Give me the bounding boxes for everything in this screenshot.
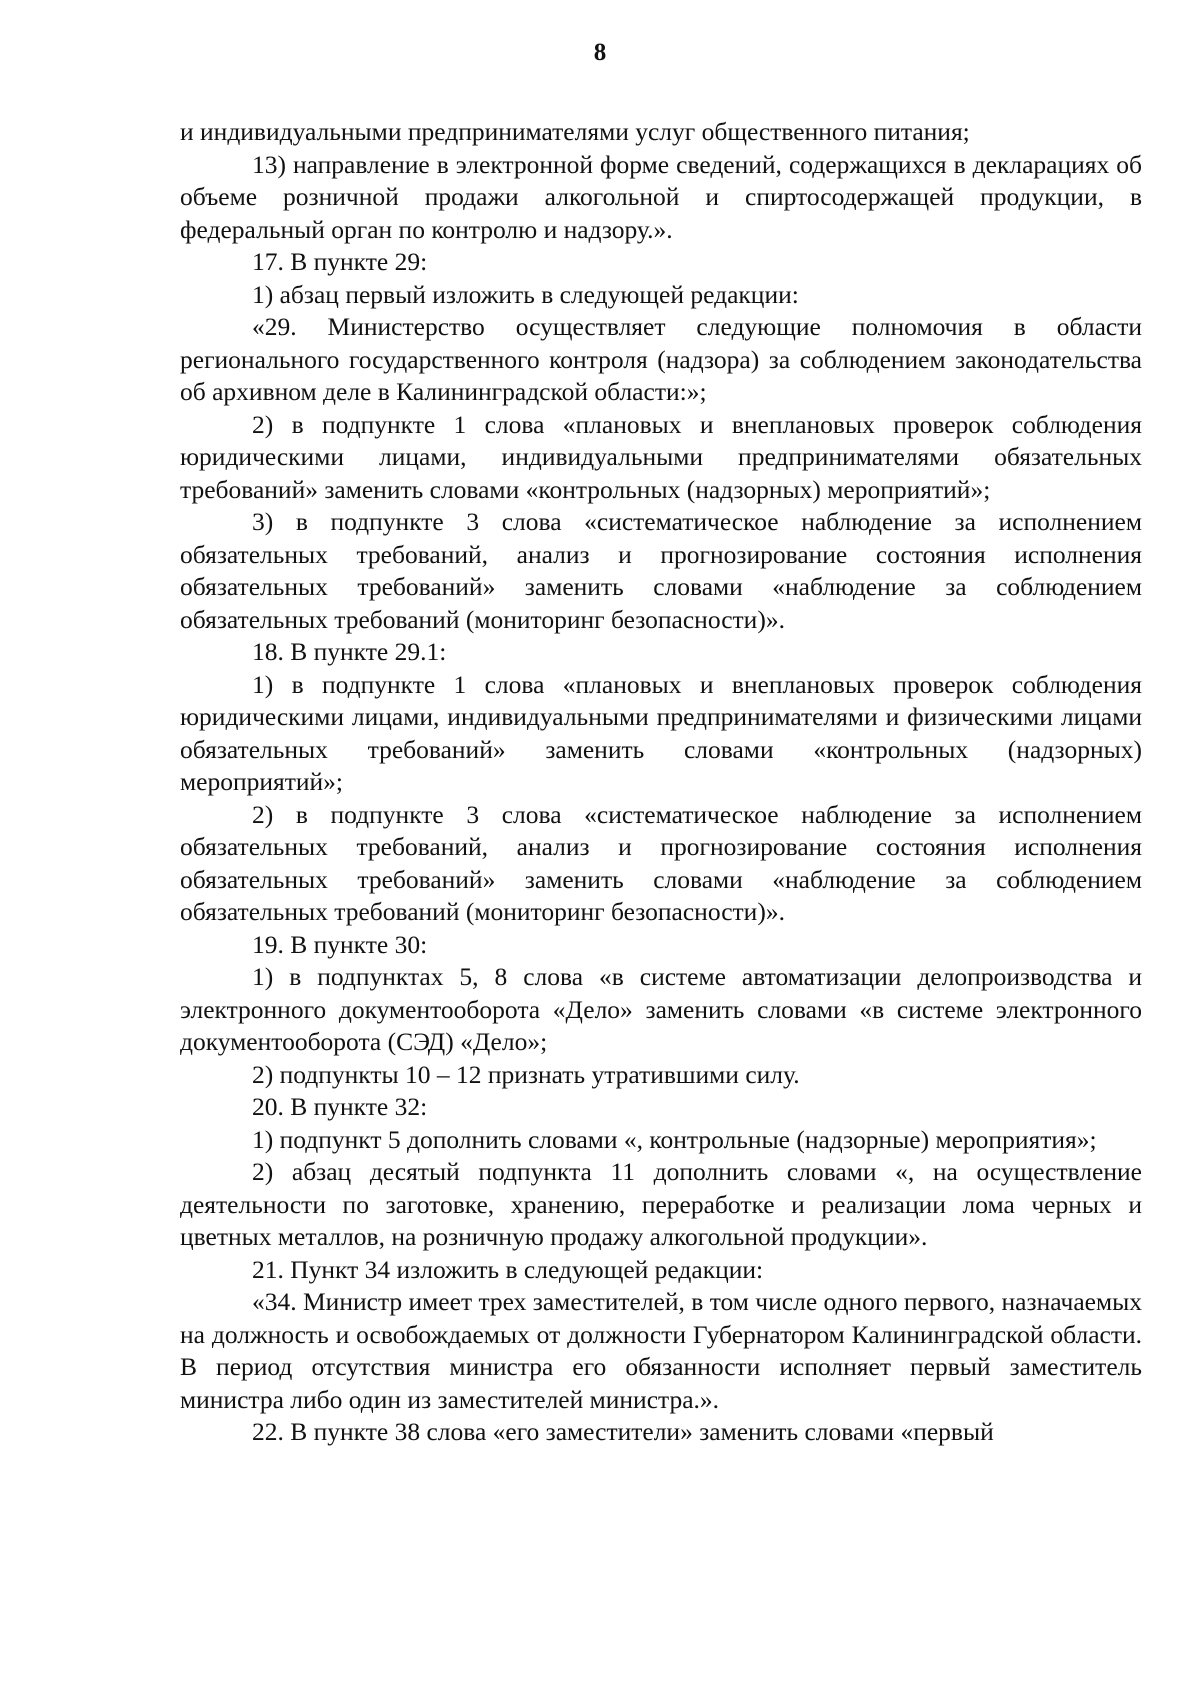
paragraph-16: 2) абзац десятый подпункта 11 дополнить словами «, на осуществление деятельности по заготовке, хранению, переработке и реализации лома черных и цветных металлов, на розничную продажу алкогольной продукции».: [180, 1157, 1142, 1251]
paragraph-3: 17. В пункте 29:: [252, 247, 428, 276]
paragraph-12: 1) в подпунктах 5, 8 слова «в системе автоматизации делопроизводства и электронного документооборота «Дело» заменить словами «в системе электронного документооборота (СЭД) «Дело»;: [180, 962, 1142, 1056]
paragraph-2: 13) направление в электронной форме сведений, содержащихся в декларациях об объеме розничной продажи алкогольной и спиртосодержащей продукции, в федеральный орган по контролю и надзору.».: [180, 149, 1142, 244]
paragraph-19: 22. В пункте 38 слова «его заместители» заменить словами «первый: [252, 1417, 994, 1446]
paragraph-10: 2) в подпункте 3 слова «систематическое наблюдение за исполнением обязательных требований, анализ и прогнозирование состояния исполнения обязательных требований» заменить словами «наблюдение за соблюдением обязательных требований (мониторинг безопасности)».: [180, 799, 1142, 926]
paragraph-18: «34. Министр имеет трех заместителей, в том числе одного первого, назначаемых на должность и освобождаемых от должности Губернатором Калининградской области. В период отсутствия министра его обязанности исполняет первый заместитель министра либо один из заместителей министра.».: [180, 1287, 1142, 1414]
paragraph-1: и индивидуальными предпринимателями услуг общественного питания;: [180, 117, 970, 146]
document-body: [180, 116, 1142, 1449]
paragraph-14: 20. В пункте 32:: [252, 1092, 428, 1121]
paragraph-5: «29. Министерство осуществляет следующие полномочия в области регионального государственного контроля (надзора) за соблюдением законодательства об архивном деле в Калининградской области:»;: [180, 312, 1142, 406]
paragraph-4: 1) абзац первый изложить в следующей редакции:: [252, 279, 799, 309]
paragraph-13: 2) подпункты 10 – 12 признать утратившими силу.: [252, 1059, 800, 1089]
page-number: 8: [593, 39, 607, 66]
paragraph-11: 19. В пункте 30:: [252, 929, 428, 959]
paragraph-8: 18. В пункте 29.1:: [252, 637, 447, 666]
paragraph-9: 1) в подпункте 1 слова «плановых и внеплановых проверок соблюдения юридическими лицами, индивидуальными предпринимателями и физическими лицами обязательных требований» заменить словами «контрольных (надзорных) мероприятий»;: [180, 669, 1142, 796]
paragraph-17: 21. Пункт 34 изложить в следующей редакции:: [252, 1254, 764, 1284]
paragraph-15: 1) подпункт 5 дополнить словами «, контрольные (надзорные) мероприятия»;: [252, 1124, 1097, 1154]
paragraph-6: 2) в подпункте 1 слова «плановых и внеплановых проверок соблюдения юридическими лицами, индивидуальными предпринимателями обязательных требований» заменить словами «контрольных (надзорных) мероприятий»;: [180, 409, 1142, 504]
paragraph-7: 3) в подпункте 3 слова «систематическое наблюдение за исполнением обязательных требований, анализ и прогнозирование состояния исполнения обязательных требований» заменить словами «наблюдение за соблюдением обязательных требований (мониторинг безопасности)».: [180, 507, 1142, 634]
